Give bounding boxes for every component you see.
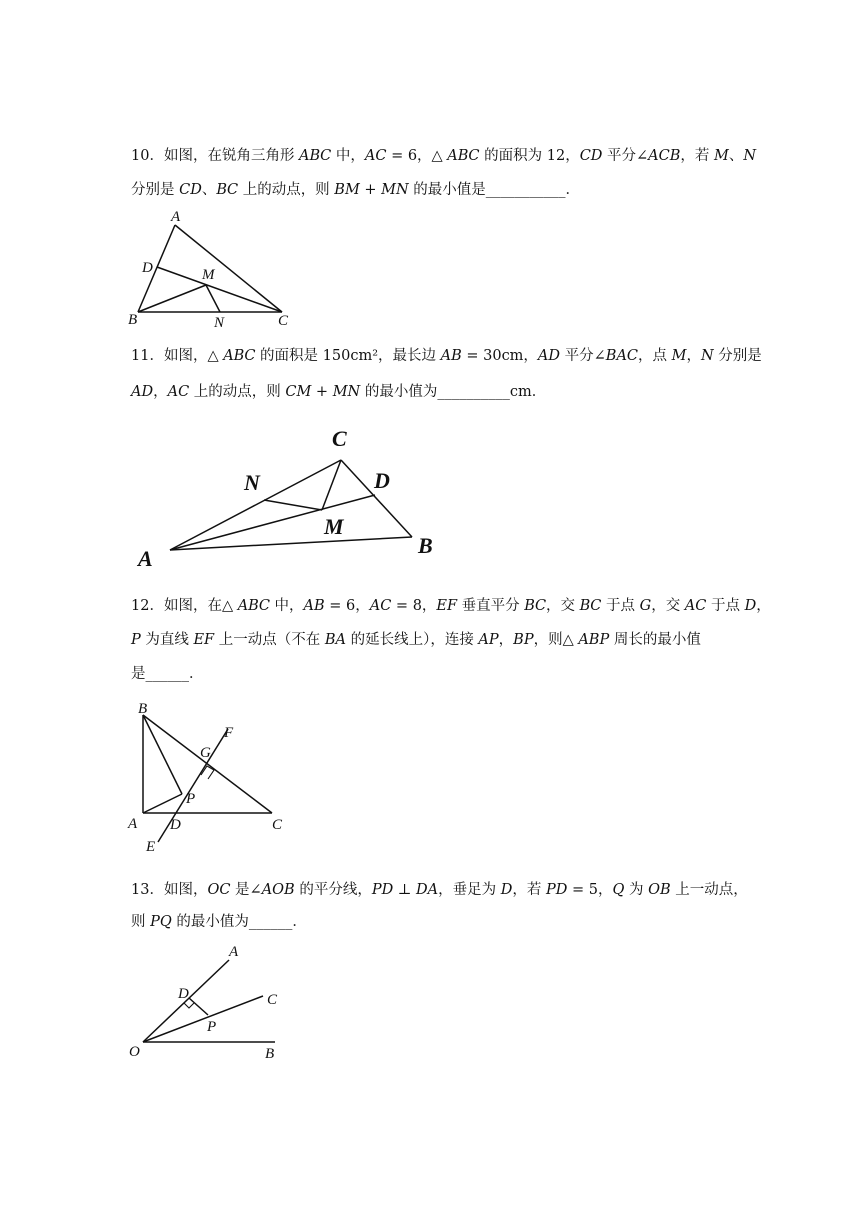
label-e: E [146,839,156,855]
label-g: G [200,745,211,761]
problem-10-line-1: 10．如图，在锐角三角形 𝐴𝐵𝐶 中，𝐴𝐶 = 6，△ 𝐴𝐵𝐶 的面积为 12，𝐶𝐷 平分∠𝐴𝐶𝐵，若 𝑀、𝑁 [131,148,757,164]
figure-triangle-abc-11 [130,420,450,575]
label-c: C [332,426,347,451]
label-a: A [138,546,153,571]
problem-12-line-2: 𝑃 为直线 𝐸𝐹 上一动点（不在 𝐵𝐴 的延长线上），连接 𝐴𝑃，𝐵𝑃，则△ 𝐴𝐵𝑃 周长的最小值 [131,632,701,648]
problem-11-line-2: 𝐴𝐷，𝐴𝐶 上的动点，则 𝐶𝑀 + 𝑀𝑁 的最小值为__________cm． [131,384,547,400]
label-b: B [265,1046,275,1062]
figure-angle-aob-13 [125,938,295,1068]
problem-10-line-2: 分别是 𝐶𝐷、𝐵𝐶 上的动点，则 𝐵𝑀 + 𝑀𝑁 的最小值是___________． [131,182,581,198]
label-d: D [142,260,153,276]
label-a: A [171,209,181,225]
figure-triangle-abc-10 [120,205,310,330]
label-b: B [138,701,148,717]
label-c: C [278,313,289,329]
figure-triangle-abc-12 [120,695,310,860]
label-m: M [324,514,344,539]
problem-11-line-1: 11．如图，△ 𝐴𝐵𝐶 的面积是 150cm²，最长边 𝐴𝐵 = 30cm，𝐴𝐷 平分∠𝐵𝐴𝐶，点 𝑀，𝑁 分别是 [131,348,762,364]
label-b: B [418,533,433,558]
problem-13-line-1: 13．如图，𝑂𝐶 是∠𝐴𝑂𝐵 的平分线，𝑃𝐷 ⊥ 𝐷𝐴，垂足为 𝐷，若 𝑃𝐷 = 5，𝑄 为 𝑂𝐵 上一动点， [131,882,748,898]
label-b: B [128,312,138,328]
label-d: D [178,986,189,1002]
label-a: A [128,816,138,832]
label-o: O [129,1044,140,1060]
problem-13-line-2: 则 𝑃𝑄 的最小值为______． [131,914,307,930]
label-f: F [224,725,234,741]
label-d: D [170,817,181,833]
label-c: C [267,992,278,1008]
label-p: P [186,791,196,807]
problem-12-line-3: 是______． [131,666,204,682]
label-d: D [374,468,390,493]
label-n: N [244,470,260,495]
label-p: P [207,1019,217,1035]
label-m: M [202,267,215,283]
label-n: N [214,315,225,330]
label-a: A [229,944,239,960]
label-c: C [272,817,283,833]
problem-12-line-1: 12．如图，在△ 𝐴𝐵𝐶 中，𝐴𝐵 = 6，𝐴𝐶 = 8，𝐸𝐹 垂直平分 𝐵𝐶，交 𝐵𝐶 于点 𝐺，交 𝐴𝐶 于点 𝐷， [131,598,771,614]
